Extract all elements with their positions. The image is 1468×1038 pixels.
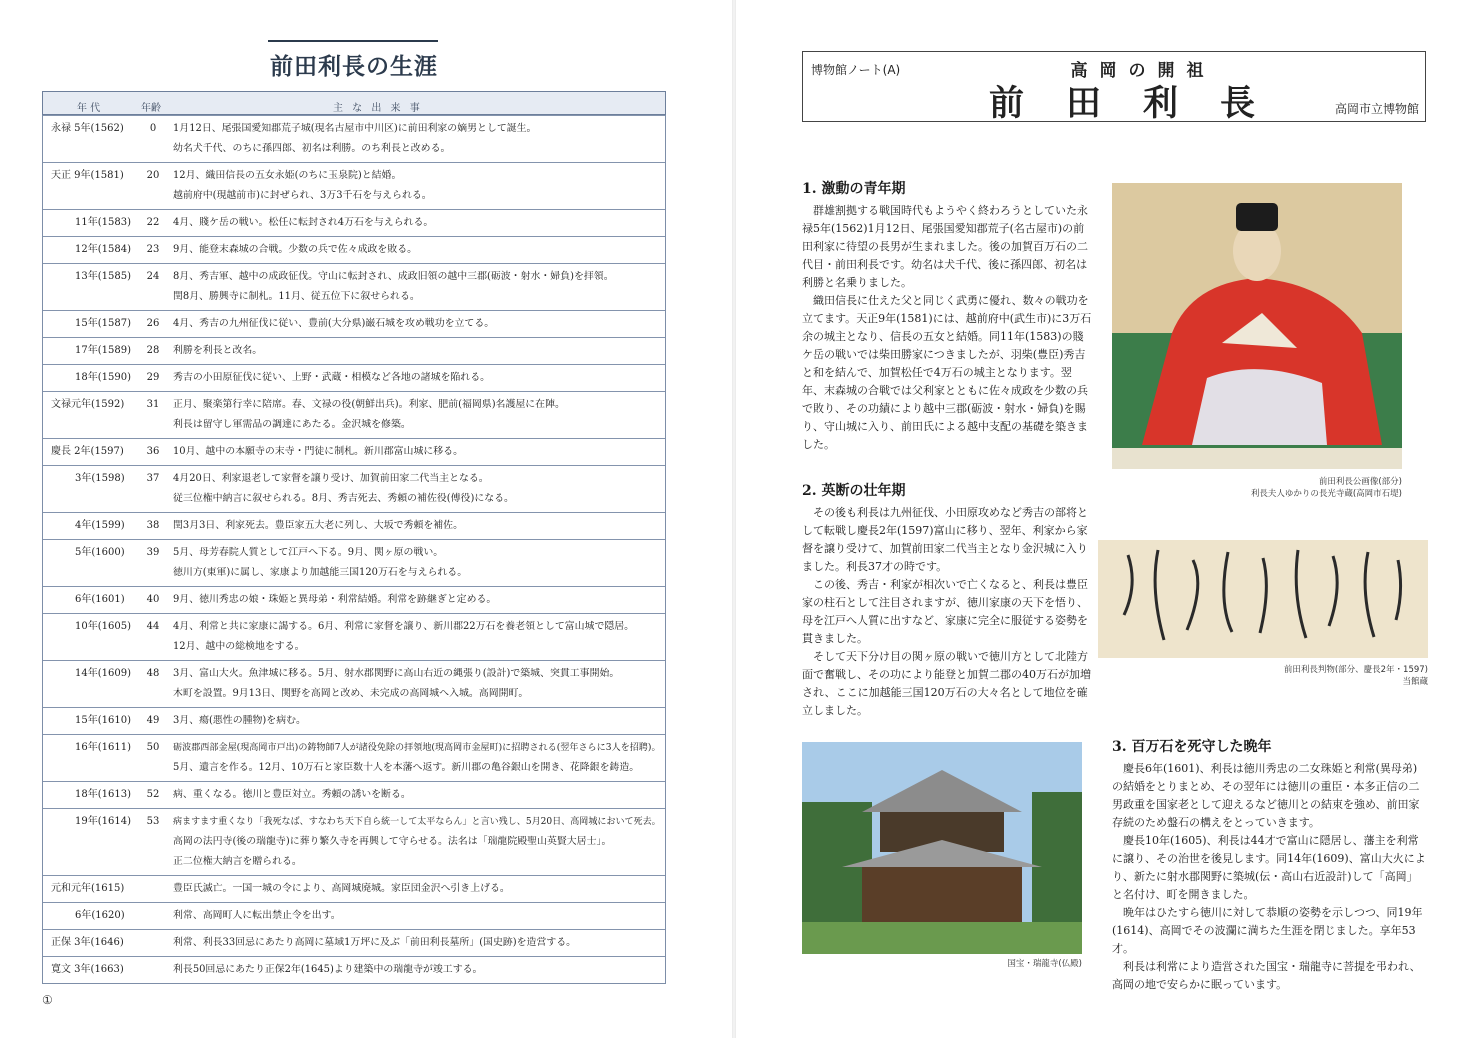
table-row <box>43 115 665 162</box>
row-age: 49 <box>146 715 160 726</box>
paragraph: 群雄割拠する戦国時代もようやく終わろうとしていた永禄5年(1562)1月12日、尾張国愛知郡荒子(名古屋市)の前田利家に待望の長男が生まれました。後の加賀百万石の二代目・前田利長です。幼名は犬千代、後に孫四郎、初名は利勝と名乗りました。 <box>802 204 1088 289</box>
row-events <box>167 711 665 734</box>
row-events <box>167 442 665 465</box>
row-year: 11年(1583) <box>75 217 131 228</box>
left-page <box>0 0 732 1038</box>
event-line: 5月、遺言を作る。12月、10万石と家臣数十人を本藩へ返す。新川郡の亀谷銀山を開き、花降銀を鋳造。 <box>173 762 640 773</box>
row-age: 24 <box>146 271 160 282</box>
row-age: 48 <box>146 668 160 679</box>
row-events <box>167 738 665 781</box>
page-number: ① <box>42 993 53 1007</box>
kicker-title: 高岡の開祖 <box>1070 61 1216 81</box>
chronology-table <box>42 92 666 984</box>
event-line: 砺波郡西部金屋(現高岡市戸出)の鋳物師7人が諸役免除の拝領地(現高岡市金屋町)に招聘される(翌年さらに3人を招聘)。 <box>173 743 661 753</box>
row-year: 18年(1590) <box>75 372 131 383</box>
row-age: 36 <box>146 446 160 457</box>
row-year: 17年(1589) <box>75 345 131 356</box>
table-row <box>43 364 665 391</box>
paragraph: そして天下分け目の関ヶ原の戦いで徳川方として北陸方面で奮戦し、その功により能登と加賀二郡の40万石が加増され、ここに加越能三国120万石の大々名として地位を確立しました。 <box>802 650 1091 717</box>
paragraph: この後、秀吉・利家が相次いで亡くなると、利長は豊臣家の柱石として注目されますが、徳川家康の天下を悟り、母を江戸へ人質に出すなど、家康に完全に服従する姿勢を貫きました。 <box>802 578 1088 645</box>
event-line: 利常、利長33回忌にあたり高岡に墓域1万坪に及ぶ「前田利長墓所」(国史跡)を造営する。 <box>173 937 577 948</box>
row-events <box>167 166 665 209</box>
table-body <box>43 115 665 983</box>
row-year: 文禄元年(1592) <box>51 399 125 410</box>
event-line: 9月、徳川秀忠の娘・珠姫と異母弟・利常結婚。利常を跡継ぎと定める。 <box>173 594 497 605</box>
letter-image <box>1098 540 1428 658</box>
row-events <box>167 341 665 364</box>
section-title: 1. 激動の青年期 <box>802 181 906 197</box>
table-row <box>43 586 665 613</box>
row-events <box>167 213 665 236</box>
row-events <box>167 469 665 512</box>
paragraph: 利長は利常により造営された国宝・瑞龍寺に菩提を弔われ、高岡の地で安らかに眠っています。 <box>1112 960 1421 991</box>
event-line: 1月12日、尾張国愛知郡荒子城(現名古屋市中川区)に前田利家の嫡男として誕生。 <box>173 123 537 134</box>
row-year: 15年(1610) <box>75 715 131 726</box>
row-age: 28 <box>146 345 160 356</box>
temple-image <box>802 742 1082 954</box>
table-row <box>43 956 665 983</box>
row-age: 38 <box>146 520 160 531</box>
event-line: 従三位権中納言に叙せられる。8月、秀吉死去、秀頼の補佐役(傅役)になる。 <box>173 493 514 504</box>
row-year: 3年(1598) <box>75 473 125 484</box>
event-line: 利長は留守し軍需品の調達にあたる。金沢城を修築。 <box>173 419 411 430</box>
table-row <box>43 539 665 586</box>
table-row <box>43 781 665 808</box>
table-row <box>43 391 665 438</box>
table-row <box>43 310 665 337</box>
row-age: 29 <box>146 372 160 383</box>
page-title: 前田利長の生涯 <box>270 54 438 80</box>
row-age: 40 <box>146 594 160 605</box>
table-row <box>43 465 665 512</box>
paragraph: 慶長10年(1605)、利長は44才で富山に隠居し、藩主を利常に譲り、その治世を後見します。同14年(1609)、富山大火により、新たに射水郡関野に築城(伝・高山右近設計)して「高岡」と名付け、町を開きました。 <box>1112 834 1426 901</box>
table-row <box>43 808 665 875</box>
event-line: 閏8月、勝興寺に制札。11月、従五位下に叙せられる。 <box>173 291 420 302</box>
row-year: 12年(1584) <box>75 244 131 255</box>
table-row <box>43 263 665 310</box>
event-line: 利勝を利長と改名。 <box>173 345 263 356</box>
row-age: 20 <box>146 170 160 181</box>
event-line: 幼名犬千代、のちに孫四郎、初名は利勝。のち利長と改める。 <box>173 143 451 154</box>
row-year: 元和元年(1615) <box>51 883 125 894</box>
row-events <box>167 314 665 337</box>
row-year: 18年(1613) <box>75 789 131 800</box>
row-events <box>167 960 665 983</box>
row-year: 5年(1600) <box>75 547 125 558</box>
event-line: 5月、母芳春院人質として江戸へ下る。9月、関ヶ原の戦い。 <box>173 547 444 558</box>
row-events <box>167 267 665 310</box>
title-rule <box>268 40 438 42</box>
row-events <box>167 543 665 586</box>
row-year: 6年(1601) <box>75 594 125 605</box>
event-line: 8月、秀吉軍、越中の成政征伐。守山に転封され、成政旧領の越中三郡(砺波・射水・婦負)を拝領。 <box>173 271 614 282</box>
event-line: 正二位権大納言を贈られる。 <box>173 856 302 867</box>
row-events <box>167 785 665 808</box>
row-age <box>139 879 167 902</box>
event-line: 4月、秀吉の九州征伐に従い、豊前(大分県)巌石城を攻め戦功を立てる。 <box>173 318 495 329</box>
event-line: 越前府中(現越前市)に封ぜられ、3万3千石を与えられる。 <box>173 190 432 201</box>
row-year: 13年(1585) <box>75 271 131 282</box>
row-year: 寛文 3年(1663) <box>51 964 124 975</box>
row-events <box>167 119 665 162</box>
row-age: 52 <box>146 789 160 800</box>
event-line: 9月、能登末森城の合戦。少数の兵で佐々成政を敗る。 <box>173 244 418 255</box>
table-row <box>43 512 665 539</box>
row-age: 39 <box>146 547 160 558</box>
table-row <box>43 613 665 660</box>
row-events <box>167 879 665 902</box>
paragraph: 織田信長に仕えた父と同じく武勇に優れ、数々の戦功を立てます。天正9年(1581)には、越前府中(武生市)に3万石余の城主となり、信長の五女と結婚。同11年(1583)の賤ケ岳の戦いでは柴田勝家につきましたが、羽柴(豊臣)秀吉と和を結んで、加賀松任で4万石の城主となります。翌年、末森城の合戦では父利家とともに佐々成政を少数の兵で敗り、その功績により越中三郡(砺波・射水・婦負)を賜り、守山城に入り、前田氏による越中支配の基礎を築きました。 <box>802 294 1092 451</box>
event-line: 4月20日、利家退老して家督を譲り受け、加賀前田家二代当主となる。 <box>173 473 489 484</box>
event-line: 3月、瘍(悪性の腫物)を病む。 <box>173 715 306 726</box>
row-year: 6年(1620) <box>75 910 125 921</box>
header-box <box>802 51 1426 122</box>
table-header <box>42 91 666 115</box>
letter-caption: 前田利長判物(部分、慶長2年・1597) 当館蔵 <box>1283 665 1428 687</box>
table-row <box>43 337 665 364</box>
table-row <box>43 902 665 929</box>
table-row <box>43 929 665 956</box>
table-row <box>43 236 665 263</box>
row-age: 26 <box>146 318 160 329</box>
row-events <box>167 906 665 929</box>
header-age: 年齢 <box>141 103 161 114</box>
row-events <box>167 240 665 263</box>
row-events <box>167 395 665 438</box>
event-line: 12月、織田信長の五女永姫(のちに玉泉院)と結婚。 <box>173 170 402 181</box>
row-events <box>167 933 665 956</box>
row-age: 23 <box>146 244 160 255</box>
row-age: 22 <box>146 217 160 228</box>
row-year: 14年(1609) <box>75 668 131 679</box>
row-age <box>139 933 167 956</box>
row-events <box>167 368 665 391</box>
row-year: 4年(1599) <box>75 520 125 531</box>
section-3 <box>1112 738 1428 994</box>
main-name: 前田利長 <box>988 83 1297 124</box>
row-events <box>167 617 665 660</box>
row-events <box>167 664 665 707</box>
table-row <box>43 660 665 707</box>
row-year: 10年(1605) <box>75 621 131 632</box>
table-row <box>43 734 665 781</box>
row-age <box>139 906 167 929</box>
portrait-caption: 前田利長公画像(部分) 利長夫人ゆかりの長光寺蔵(高岡市石堤) <box>1250 477 1402 499</box>
event-line: 利長50回忌にあたり正保2年(1645)より建築中の瑞龍寺が竣工する。 <box>173 964 483 975</box>
temple-caption: 国宝・瑞龍寺(仏殿) <box>1007 959 1082 969</box>
event-line: 徳川方(東軍)に属し、家康より加越能三国120万石を与えられる。 <box>173 567 468 578</box>
table-row <box>43 162 665 209</box>
right-page <box>736 0 1468 1038</box>
event-line: 10月、越中の本願寺の末寺・門徒に制札。新川郡富山城に移る。 <box>173 446 463 457</box>
portrait-image <box>1112 183 1402 469</box>
row-year: 16年(1611) <box>75 742 131 753</box>
row-events <box>167 590 665 613</box>
event-line: 利常、高岡町人に転出禁止令を出す。 <box>173 910 341 921</box>
row-year: 19年(1614) <box>75 816 131 827</box>
row-age: 37 <box>146 473 160 484</box>
paragraph: 慶長6年(1601)、利長は徳川秀忠の二女珠姫と利常(異母弟)の結婚をとりまとめ、その翌年には徳川の重臣・本多正信の二男政重を国家老として迎えるなど徳川との結束を強め、前田家存続のため盤石の構えをとっていきます。 <box>1112 762 1420 829</box>
row-year: 天正 9年(1581) <box>51 170 124 181</box>
row-year: 永禄 5年(1562) <box>51 123 124 134</box>
note-label: 博物館ノート(A) <box>811 63 901 77</box>
museum-name: 高岡市立博物館 <box>1334 102 1419 116</box>
paragraph: その後も利長は九州征伐、小田原攻めなど秀吉の部将として転戦し慶長2年(1597)富山に移り、翌年、利家から家督を譲り受けて、加賀前田家二代当主となり金沢城に入りました。利長37才の時です。 <box>802 506 1088 573</box>
event-line: 4月、賤ケ岳の戦い。松任に転封され4万石を与えられる。 <box>173 217 434 228</box>
row-year: 正保 3年(1646) <box>51 937 124 948</box>
header-events: 主 な 出 来 事 <box>333 103 423 114</box>
row-events <box>167 516 665 539</box>
row-age: 50 <box>146 742 160 753</box>
event-line: 秀吉の小田原征伐に従い、上野・武蔵・相模など各地の諸城を陥れる。 <box>173 372 491 383</box>
event-line: 病ますます重くなり「我死なば、すなわち天下自ら統一して太平ならん」と言い残し、5月20日、高岡城において死去。 <box>173 817 661 827</box>
event-line: 4月、利常と共に家康に謁する。6月、利常に家督を譲り、新川郡22万石を養老領として富山城で隠居。 <box>173 621 635 632</box>
table-row <box>43 875 665 902</box>
event-line: 豊臣氏滅亡。一国一城の令により、高岡城廃城。家臣団金沢へ引き上げる。 <box>173 883 510 894</box>
table-row <box>43 707 665 734</box>
row-events <box>167 812 665 875</box>
row-year: 15年(1587) <box>75 318 131 329</box>
event-line: 高岡の法円寺(後の瑞龍寺)に葬り繁久寺を再興して守らせる。法名は「瑞龍院殿聖山英賢大居士」。 <box>173 836 612 847</box>
row-year: 慶長 2年(1597) <box>51 446 124 457</box>
paragraph: 晩年はひたすら徳川に対して恭順の姿勢を示しつつ、同19年(1614)、高岡でその波瀾に満ちた生涯を閉じました。享年53才。 <box>1112 906 1423 955</box>
section-title: 2. 英断の壮年期 <box>802 483 906 499</box>
section-1 <box>802 180 1092 454</box>
section-2 <box>802 482 1092 720</box>
row-age: 31 <box>146 399 160 410</box>
row-age: 0 <box>149 123 157 134</box>
row-age: 53 <box>146 816 160 827</box>
row-age <box>139 960 167 983</box>
event-line: 12月、越中の総検地をする。 <box>173 641 305 652</box>
event-line: 3月、富山大火。魚津城に移る。5月、射水郡関野に高山右近の縄張り(設計)で築城、突貫工事開始。 <box>173 668 620 679</box>
event-line: 閏3月3日、利家死去。豊臣家五大老に列し、大坂で秀頼を補佐。 <box>173 520 463 531</box>
event-line: 病、重くなる。徳川と豊臣対立。秀頼の誘いを断る。 <box>173 789 411 800</box>
row-age: 44 <box>146 621 160 632</box>
event-line: 木町を設置。9月13日、関野を高岡と改め、未完成の高岡城へ入城。高岡開町。 <box>173 688 529 699</box>
table-row <box>43 438 665 465</box>
header-era: 年 代 <box>77 103 101 114</box>
section-title: 3. 百万石を死守した晩年 <box>1112 739 1272 755</box>
event-line: 正月、聚楽第行幸に陪席。春、文禄の役(朝鮮出兵)。利家、肥前(福岡県)名護屋に在陣。 <box>173 399 565 410</box>
table-row <box>43 209 665 236</box>
